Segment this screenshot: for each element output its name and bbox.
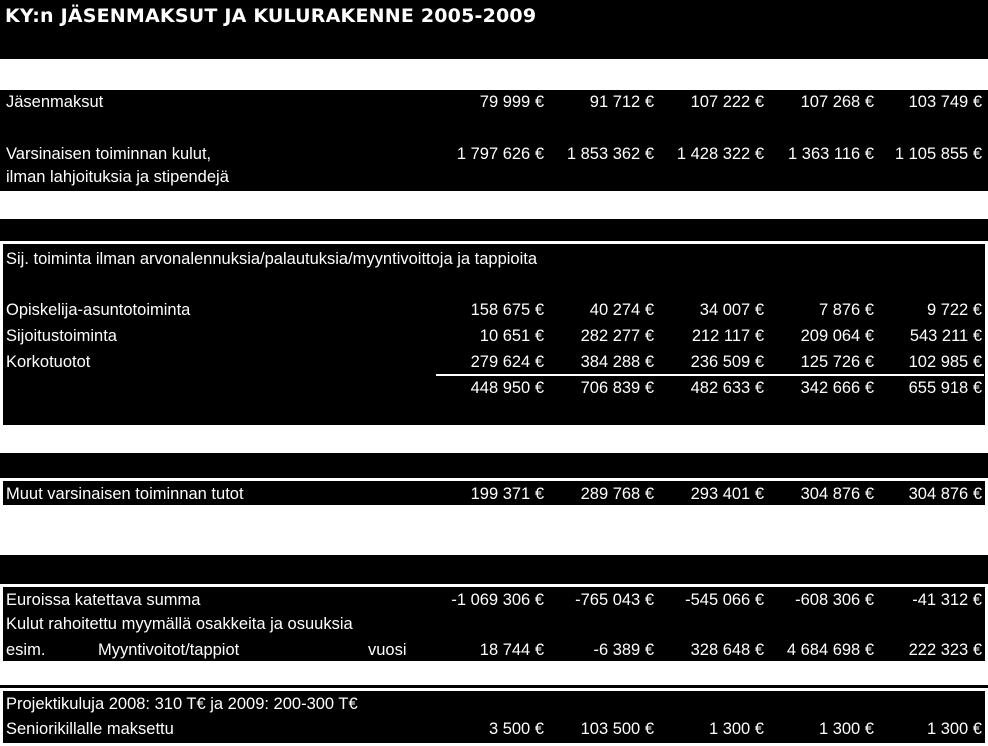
separator-band	[0, 505, 988, 555]
cell-esim-2008: 4 684 698 €	[786, 641, 874, 659]
cell-sijtotal-2005: 448 950 €	[470, 379, 544, 397]
cell-jasenmaksut-2009: 103 749 €	[908, 93, 982, 111]
cell-korko-2007: 236 509 €	[690, 353, 764, 371]
cell-seniori-2005: 3 500 €	[488, 720, 544, 738]
cell-esim-2006: -6 389 €	[593, 641, 654, 659]
cell-opiskelija-2008: 7 876 €	[818, 301, 874, 319]
cell-opiskelija-2007: 34 007 €	[699, 301, 764, 319]
cell-sijtotal-2008: 342 666 €	[800, 379, 874, 397]
separator-band	[0, 59, 988, 90]
cell-euroissa-2008: -608 306 €	[795, 591, 874, 609]
cell-sijtotal-2006: 706 839 €	[580, 379, 654, 397]
cell-esim-2009: 222 323 €	[908, 641, 982, 659]
cell-seniori-2009: 1 300 €	[926, 720, 982, 738]
row-label-myyntivoitot: Myyntivoitot/tappiot	[98, 641, 240, 659]
cell-sijoitus-2009: 543 211 €	[909, 327, 982, 345]
cell-seniori-2008: 1 300 €	[818, 720, 874, 738]
row-label-korko: Korkotuotot	[6, 353, 91, 371]
cell-esim-2005: 18 744 €	[479, 641, 544, 659]
cell-muut-2008: 304 876 €	[800, 485, 874, 503]
row-label-vuosi: vuosi	[368, 641, 407, 659]
row-label-seniori: Seniorikillalle maksettu	[6, 720, 174, 738]
cell-jasenmaksut-2006: 91 712 €	[589, 93, 654, 111]
cell-sijoitus-2005: 10 651 €	[479, 327, 544, 345]
row-label-euroissa: Euroissa katettava summa	[6, 591, 201, 609]
cell-euroissa-2005: -1 069 306 €	[451, 591, 544, 609]
cell-sijoitus-2007: 212 117 €	[691, 327, 764, 345]
page-title: KY:n JÄSENMAKSUT JA KULURAKENNE 2005-2009	[5, 5, 537, 27]
cell-muut-2007: 293 401 €	[690, 485, 764, 503]
cell-sijtotal-2007: 482 633 €	[690, 379, 764, 397]
cell-euroissa-2009: -41 312 €	[912, 591, 982, 609]
separator-band	[0, 425, 988, 453]
cell-opiskelija-2006: 40 274 €	[589, 301, 654, 319]
row-label-jasenmaksut: Jäsenmaksut	[6, 93, 104, 111]
row-label-sijoitus: Sijoitustoiminta	[6, 327, 117, 345]
row-label-rahoitettu: Kulut rahoitettu myymällä osakkeita ja osuuksia	[6, 615, 353, 633]
cell-seniori-2007: 1 300 €	[708, 720, 764, 738]
row-label-kulut: Varsinaisen toiminnan kulut,	[6, 145, 212, 163]
separator-band	[0, 661, 988, 685]
cell-euroissa-2007: -545 066 €	[685, 591, 764, 609]
cell-jasenmaksut-2007: 107 222 €	[690, 93, 764, 111]
section-header-sij: Sij. toiminta ilman arvonalennuksia/palautuksia/myyntivoittoja ja tappioita	[6, 250, 538, 268]
cell-sijoitus-2006: 282 277 €	[580, 327, 654, 345]
cell-muut-2009: 304 876 €	[908, 485, 982, 503]
cell-opiskelija-2005: 158 675 €	[470, 301, 544, 319]
cell-muut-2005: 199 371 €	[470, 485, 544, 503]
cell-kulut-2007: 1 428 322 €	[676, 145, 764, 163]
cell-korko-2006: 384 288 €	[580, 353, 654, 371]
cell-kulut-2008: 1 363 116 €	[788, 145, 874, 163]
cell-muut-2006: 289 768 €	[580, 485, 654, 503]
cell-seniori-2006: 103 500 €	[580, 720, 654, 738]
cell-kulut-2006: 1 853 362 €	[566, 145, 654, 163]
cell-opiskelija-2009: 9 722 €	[926, 301, 982, 319]
separator-band	[0, 191, 988, 219]
row-label-muut: Muut varsinaisen toiminnan tutot	[6, 485, 244, 503]
cell-kulut-2005: 1 797 626 €	[456, 145, 544, 163]
cell-sijtotal-2009: 655 918 €	[908, 379, 982, 397]
cell-esim-2007: 328 648 €	[690, 641, 764, 659]
row-label-opiskelija: Opiskelija-asuntotoiminta	[6, 301, 191, 319]
cell-euroissa-2006: -765 043 €	[575, 591, 654, 609]
row-label-esim: esim.	[6, 641, 46, 659]
cell-korko-2005: 279 624 €	[470, 353, 544, 371]
row-label-kulut-line2: ilman lahjoituksia ja stipendejä	[6, 168, 229, 186]
cell-jasenmaksut-2005: 79 999 €	[479, 93, 544, 111]
sum-underline	[436, 374, 984, 376]
row-label-projekti: Projektikuluja 2008: 310 T€ ja 2009: 200-300 T€	[6, 695, 358, 713]
cell-kulut-2009: 1 105 855 €	[894, 145, 982, 163]
cell-jasenmaksut-2008: 107 268 €	[800, 93, 874, 111]
cell-korko-2008: 125 726 €	[800, 353, 874, 371]
cell-sijoitus-2008: 209 064 €	[800, 327, 874, 345]
cell-korko-2009: 102 985 €	[908, 353, 982, 371]
